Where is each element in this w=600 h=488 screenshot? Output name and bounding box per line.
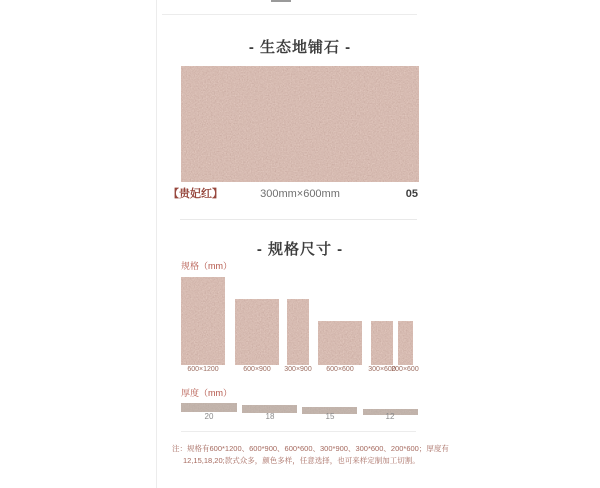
spec-sample-300x600 bbox=[371, 321, 393, 365]
product-caption-row bbox=[162, 186, 418, 202]
product-texture-image bbox=[181, 66, 419, 182]
product-code: 05 bbox=[405, 188, 418, 200]
granite-texture bbox=[181, 66, 419, 182]
spec-sample-label: 600×600 bbox=[326, 366, 354, 373]
spec-sample-label: 600×1200 bbox=[187, 366, 219, 373]
thickness-value: 12 bbox=[385, 412, 395, 421]
spec-sample-label: 600×900 bbox=[243, 366, 271, 373]
note-line-2: 12,15,18,20;款式众多，颜色多样，任意选择，也可来样定制加工切割。 bbox=[183, 456, 420, 465]
spec-sample-200x600 bbox=[398, 321, 413, 365]
spec-sample-300x900 bbox=[287, 299, 309, 365]
top-divider bbox=[162, 14, 417, 15]
content-left-border bbox=[156, 0, 157, 488]
section-divider bbox=[180, 219, 417, 220]
spec-sample-600x900 bbox=[235, 299, 279, 365]
thickness-value: 15 bbox=[325, 412, 335, 421]
spec-sample-label: 300×600 bbox=[368, 366, 396, 373]
product-name: 【贵妃红】 bbox=[168, 188, 223, 200]
spec-section-title: - 规格尺寸 - bbox=[256, 241, 344, 258]
note-divider bbox=[181, 431, 416, 432]
cropped-content-fragment bbox=[271, 0, 291, 2]
product-size: 300mm×600mm bbox=[260, 188, 340, 200]
thickness-value: 20 bbox=[204, 412, 214, 421]
thickness-unit-label: 厚度（mm） bbox=[181, 388, 232, 398]
spec-sample-600x1200 bbox=[181, 277, 225, 365]
spec-unit-label: 规格（mm） bbox=[181, 261, 232, 271]
spec-sample-600x600 bbox=[318, 321, 362, 365]
thickness-value: 18 bbox=[265, 412, 275, 421]
page-title: - 生态地铺石 - bbox=[248, 39, 352, 56]
spec-sample-label: 300×900 bbox=[284, 366, 312, 373]
note-line-1: 注：规格有600*1200、600*900、600*600、300*900、300*600、200*600；厚度有 bbox=[172, 444, 449, 453]
spec-sample-label: 200×600 bbox=[391, 366, 419, 373]
